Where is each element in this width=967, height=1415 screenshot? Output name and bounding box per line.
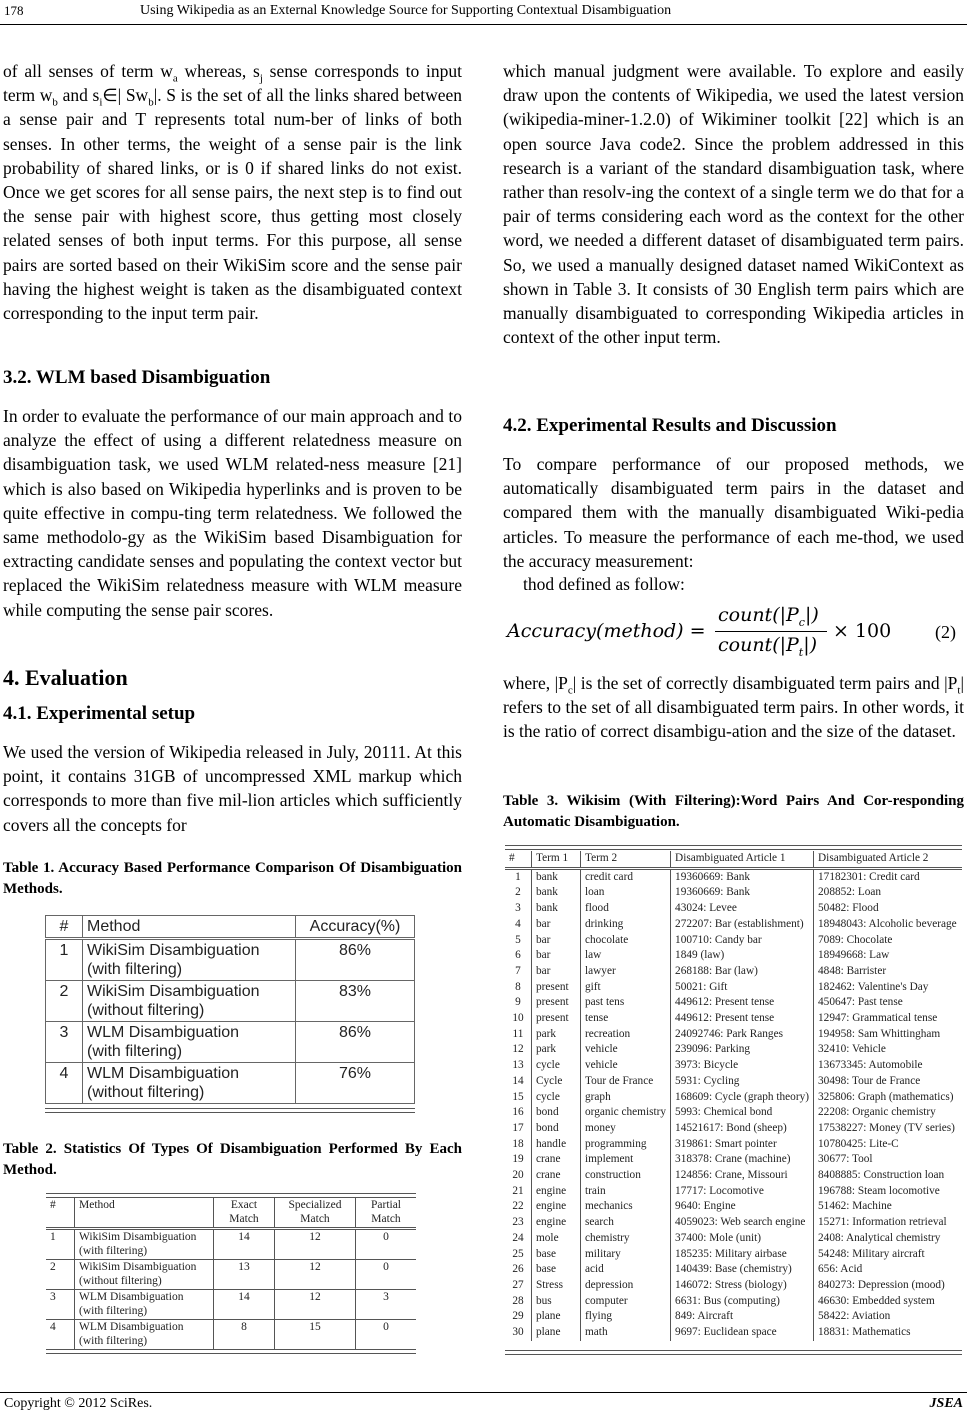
page-number: 178 <box>4 3 24 18</box>
table-row <box>46 1022 415 1063</box>
table-cell: 3 <box>46 1022 83 1063</box>
table-3-header: Term 2 <box>581 851 671 868</box>
table-cell: implement <box>581 1152 671 1168</box>
table-cell: 182462: Valentine's Day <box>818 980 929 993</box>
table-cell: WLM Disambiguation (without filtering) <box>83 1063 296 1104</box>
table-2-header: Partial Match <box>356 1198 417 1229</box>
table-2-header: # <box>46 1198 75 1229</box>
formula-denominator: $count(|P_t|)$ <box>718 634 818 659</box>
table-cell: 86% <box>296 1022 415 1063</box>
table-cell: crane <box>532 1152 581 1168</box>
table-cell: 2 <box>46 981 83 1022</box>
table-cell: past tens <box>581 995 671 1011</box>
table-cell: base <box>532 1262 581 1278</box>
accuracy-formula <box>505 604 965 660</box>
table-cell: gift <box>581 980 671 996</box>
table-cell: bank <box>532 885 581 901</box>
table-cell: 8408885: Construction loan <box>818 1169 945 1182</box>
table-cell: 58422: Aviation <box>818 1310 891 1323</box>
table-cell: 450647: Past tense <box>818 996 903 1009</box>
table-row <box>46 1260 416 1290</box>
table-cell: 10 <box>505 1011 532 1027</box>
table-cell: bus <box>532 1294 581 1310</box>
table-cell: 54248: Military aircraft <box>818 1247 925 1260</box>
table-cell: bond <box>532 1105 581 1121</box>
table-cell: park <box>532 1042 581 1058</box>
left-para-1: of all senses of term $w_a$ whereas, $s_j$ sense corresponds to input term $w_b$ and $s_i\in|$ $Sw_b|$. S is the set of all the links shared between a sense pair and T represents total num-ber of links of both senses. In other terms, the weight of a sense pair is the link probability of shared links, or is 0 if shared links do not exist. Once we get scores for all sense pairs, the next step is to find out the sense pair with highest score, thus getting most closely related senses of both input terms. For this purpose, all sense pairs are sorted based on their WikiSim score and the sense pair having the highest weight is taken as the disambiguated context corresponding to the input term pair. <box>3 61 462 324</box>
table-3-header: Term 1 <box>532 851 581 868</box>
table-cell: 5 <box>505 933 532 949</box>
table-cell: 318378: Crane (machine) <box>671 1152 814 1168</box>
table-row <box>505 1231 962 1247</box>
table-row <box>505 933 962 949</box>
table-cell: 0 <box>383 1321 389 1333</box>
table-cell: 9697: Euclidean space <box>671 1325 814 1341</box>
table-cell: WikiSim Disambiguation (without filtering) <box>83 981 296 1022</box>
right-para-1: which manual judgment were available. To explore and easily draw upon the contents of Wikipedia, we used the latest version (wikipedia-miner-1.2.0) of Wikiminer toolkit [22] which is an open source Java code2. Since the problem addressed in this research is a variant of the standard disambiguation task, where rather than resolv-ing the context of a single term we do that for a pair of terms considering each word as the context for the other word, we needed a different dataset of disambiguated term pairs. So, we used a manually designed dataset named WikiContext as shown in Table 3. It consists of 30 English term pairs which are manually disambiguated to corresponding Wikipedia articles in context of the other input term. <box>503 61 964 348</box>
table-cell: 23 <box>505 1215 532 1231</box>
table-row <box>505 1027 962 1043</box>
table-row <box>505 1262 962 1278</box>
table-cell: 21 <box>505 1184 532 1200</box>
table-1 <box>45 915 415 1104</box>
table-2-caption: Table 2. Statistics Of Types Of Disambiguation Performed By Each Method. <box>3 1141 462 1178</box>
table-cell: 17182301: Credit card <box>818 870 920 883</box>
table-cell: 30498: Tour de France <box>818 1074 921 1087</box>
table-cell: bar <box>532 964 581 980</box>
table-cell: engine <box>532 1199 581 1215</box>
table-cell: 185235: Military airbase <box>671 1247 814 1263</box>
table-cell: math <box>581 1325 671 1341</box>
table-cell: 19 <box>505 1152 532 1168</box>
table-cell: 14 <box>505 1074 532 1090</box>
table-cell: 24092746: Park Ranges <box>671 1027 814 1043</box>
table-row <box>505 1011 962 1027</box>
table-cell: computer <box>581 1294 671 1310</box>
table-2-header: Method <box>75 1198 214 1229</box>
table-cell: 12 <box>275 1229 356 1260</box>
table-cell: depression <box>581 1278 671 1294</box>
table-cell: mole <box>532 1231 581 1247</box>
table-1-header: # <box>46 916 83 939</box>
table-cell: construction <box>581 1168 671 1184</box>
table-cell: 8 <box>214 1320 275 1350</box>
table-row <box>46 1320 416 1350</box>
journal-name: JSEA <box>929 1396 963 1411</box>
table-cell: money <box>581 1121 671 1137</box>
table-cell: 14 <box>214 1229 275 1260</box>
table-row <box>505 1215 962 1231</box>
table-cell: WLM Disambiguation (with filtering) <box>75 1320 214 1350</box>
table-cell: 4848: Barrister <box>818 964 887 977</box>
table-cell: 15 <box>275 1320 356 1350</box>
table-cell: mechanics <box>581 1199 671 1215</box>
table-cell: plane <box>532 1309 581 1325</box>
table-cell: 6 <box>505 948 532 964</box>
table-cell: loan <box>581 885 671 901</box>
table-cell: 124856: Crane, Missouri <box>671 1168 814 1184</box>
table-row <box>505 1184 962 1200</box>
table-cell: 5993: Chemical bond <box>671 1105 814 1121</box>
table-cell: 3 <box>46 1290 75 1320</box>
table-cell: base <box>532 1247 581 1263</box>
table-1-bottom-rule <box>45 1108 415 1113</box>
table-row <box>505 1247 962 1263</box>
table-cell: graph <box>581 1090 671 1106</box>
table-cell: 15271: Information retrieval <box>818 1216 947 1229</box>
table-cell: 11 <box>505 1027 532 1043</box>
table-cell: 18948043: Alcoholic beverage <box>818 917 957 930</box>
table-cell: WikiSim Disambiguation (with filtering) <box>75 1229 214 1260</box>
table-cell: 239096: Parking <box>671 1042 814 1058</box>
table-cell: 2 <box>505 885 532 901</box>
table-3 <box>505 851 962 1341</box>
table-cell: 14521617: Bond (sheep) <box>671 1121 814 1137</box>
table-cell: 146072: Stress (biology) <box>671 1278 814 1294</box>
table-cell: 12947: Grammatical tense <box>818 1012 938 1025</box>
table-cell: programming <box>581 1137 671 1153</box>
table-cell: Tour de France <box>581 1074 671 1090</box>
copyright: Copyright © 2012 SciRes. <box>4 1396 153 1411</box>
table-cell: 22208: Organic chemistry <box>818 1106 936 1119</box>
table-cell: 16 <box>505 1105 532 1121</box>
table-cell: recreation <box>581 1027 671 1043</box>
table-row <box>505 948 962 964</box>
table-row <box>505 1294 962 1310</box>
table-cell: 8 <box>505 980 532 996</box>
table-3-header: Disambiguated Article 1 <box>671 851 814 868</box>
table-cell: 1 <box>505 868 532 885</box>
table-cell: 30 <box>505 1325 532 1341</box>
fraction-bar <box>715 631 827 632</box>
table-2 <box>46 1198 416 1349</box>
table-cell: 13673345: Automobile <box>818 1059 923 1072</box>
table-1-caption: Table 1. Accuracy Based Performance Comparison Of Disambiguation Methods. <box>3 860 462 897</box>
table-cell: 27 <box>505 1278 532 1294</box>
table-row <box>505 868 962 885</box>
table-cell: 7089: Chocolate <box>818 933 893 946</box>
table-2-bottom-rule <box>46 1349 416 1354</box>
table-row <box>505 995 962 1011</box>
table-cell: 30677: Tool <box>818 1153 873 1166</box>
table-cell: 4 <box>46 1320 75 1350</box>
table-cell: 1 <box>46 1229 75 1260</box>
table-cell: bar <box>532 933 581 949</box>
table-cell: WLM Disambiguation (with filtering) <box>83 1022 296 1063</box>
table-cell: 9 <box>505 995 532 1011</box>
table-cell: 449612: Present tense <box>671 1011 814 1027</box>
table-row <box>505 1278 962 1294</box>
table-cell: 18831: Mathematics <box>818 1326 911 1339</box>
table-cell: 12 <box>275 1260 356 1290</box>
table-cell: 29 <box>505 1309 532 1325</box>
table-cell: 17 <box>505 1121 532 1137</box>
table-cell: 4 <box>46 1063 83 1104</box>
equation-number: (2) <box>935 622 956 642</box>
section-3-2-text: In order to evaluate the performance of our main approach and to analyze the effect of using a different relatedness measure on disambiguation task, we used WLM related-ness measure [21] which is also based on Wikipedia hyperlinks and is proven to be quite effective in compu-ting term relatedness. We followed the same methodolo-gy as the WikiSim based Disambiguation for extracting candidate senses and populating the context vector but replaced the WikiSim relatedness measure with WLM measure while computing the sense pair scores. <box>3 406 462 620</box>
section-3-2-title: 3.2. WLM based Disambiguation <box>3 367 271 388</box>
section-4-2-title: 4.2. Experimental Results and Discussion <box>503 415 837 436</box>
formula-numerator: $count(|P_c|)$ <box>718 604 819 629</box>
table-cell: handle <box>532 1137 581 1153</box>
table-row <box>505 901 962 917</box>
table-cell: 6631: Bus (computing) <box>671 1294 814 1310</box>
section-4-1-text: We used the version of Wikipedia released in July, 20111. At this point, it contains 31GB of uncompressed XML markup which corresponds to more than five mil-lion articles which sufficiently covers all the concepts for <box>3 742 462 835</box>
table-cell: 9640: Engine <box>671 1199 814 1215</box>
table-row <box>505 1168 962 1184</box>
table-cell: 18 <box>505 1137 532 1153</box>
table-cell: 1 <box>46 939 83 981</box>
table-cell: 449612: Present tense <box>671 995 814 1011</box>
table-cell: tense <box>581 1011 671 1027</box>
table-cell: 22 <box>505 1199 532 1215</box>
table-cell: 19360669: Bank <box>671 868 814 885</box>
table-cell: 25 <box>505 1247 532 1263</box>
table-row <box>505 980 962 996</box>
table-row <box>505 1105 962 1121</box>
table-cell: WLM Disambiguation (with filtering) <box>75 1290 214 1320</box>
table-cell: cycle <box>532 1058 581 1074</box>
table-cell: 3 <box>356 1290 417 1320</box>
table-cell: train <box>581 1184 671 1200</box>
table-cell: 656: Acid <box>818 1263 863 1276</box>
table-3-header: Disambiguated Article 2 <box>814 851 962 868</box>
table-cell: 50021: Gift <box>671 980 814 996</box>
table-3-top-rule <box>505 845 962 850</box>
table-1-header: Method <box>83 916 296 939</box>
table-row <box>505 1090 962 1106</box>
table-cell: 849: Aircraft <box>671 1309 814 1325</box>
table-3-header: # <box>505 851 532 868</box>
table-cell: chemistry <box>581 1231 671 1247</box>
table-cell: engine <box>532 1184 581 1200</box>
section-4-2-line2: thod defined as follow: <box>523 574 685 594</box>
table-row <box>505 1199 962 1215</box>
table-cell: 2 <box>46 1260 75 1290</box>
section-4-2-text: To compare performance of our proposed methods, we automatically disambiguated term pairs in the dataset and compared them with the manually disambiguated Wiki-pedia articles. To measure the performance of each me-thod, we used the accuracy measurement: <box>503 454 964 571</box>
header-rule <box>0 24 967 25</box>
table-cell: 46630: Embedded system <box>818 1294 935 1307</box>
table-cell: 28 <box>505 1294 532 1310</box>
table-cell: 272207: Bar (establishment) <box>671 917 814 933</box>
table-cell: 10780425: Lite-C <box>818 1137 899 1150</box>
table-cell: crane <box>532 1168 581 1184</box>
table-1-header: Accuracy(%) <box>296 916 415 939</box>
table-cell: 4 <box>505 917 532 933</box>
table-cell: 168609: Cycle (graph theory) <box>671 1090 814 1106</box>
table-cell: flying <box>581 1309 671 1325</box>
table-cell: credit card <box>581 868 671 885</box>
footer-rule <box>0 1392 967 1393</box>
table-row <box>505 964 962 980</box>
table-cell: Cycle <box>532 1074 581 1090</box>
table-cell: 76% <box>296 1063 415 1104</box>
table-cell: 0 <box>356 1260 417 1290</box>
table-cell: 194958: Sam Whittingham <box>818 1027 941 1040</box>
table-cell: 19360669: Bank <box>671 885 814 901</box>
where-paragraph: where, $|P_c|$ is the set of correctly disambiguated term pairs and $|P_t|$ refers to the set of all disambiguated term pairs. In other words, it is the ratio of correct disambigu-ation and the size of the dataset. <box>503 673 964 742</box>
table-cell: 17538227: Money (TV series) <box>818 1121 955 1134</box>
table-cell: vehicle <box>581 1042 671 1058</box>
table-cell: drinking <box>581 917 671 933</box>
table-cell: 83% <box>296 981 415 1022</box>
table-cell: present <box>532 995 581 1011</box>
table-row <box>505 1325 962 1341</box>
table-cell: search <box>581 1215 671 1231</box>
table-row <box>505 1309 962 1325</box>
table-3-bottom-rule <box>505 1350 962 1355</box>
table-cell: 5931: Cycling <box>671 1074 814 1090</box>
section-4-title: 4. Evaluation <box>3 665 128 690</box>
table-cell: 840273: Depression (mood) <box>818 1278 945 1291</box>
table-cell: 12 <box>505 1042 532 1058</box>
table-cell: 208852: Loan <box>818 886 882 899</box>
table-cell: 13 <box>505 1058 532 1074</box>
table-cell: 15 <box>505 1090 532 1106</box>
table-row <box>46 981 415 1022</box>
table-cell: park <box>532 1027 581 1043</box>
table-cell: law <box>581 948 671 964</box>
table-cell: 17717: Locomotive <box>671 1184 814 1200</box>
table-cell: 13 <box>214 1260 275 1290</box>
table-cell: 325806: Graph (mathematics) <box>818 1090 954 1103</box>
table-cell: bond <box>532 1121 581 1137</box>
table-row <box>505 1074 962 1090</box>
table-cell: present <box>532 1011 581 1027</box>
table-cell: flood <box>581 901 671 917</box>
table-cell: 32410: Vehicle <box>818 1043 886 1056</box>
table-cell: 3973: Bicycle <box>671 1058 814 1074</box>
section-4-1-title: 4.1. Experimental setup <box>3 703 196 724</box>
table-cell: bank <box>532 868 581 885</box>
table-cell: 26 <box>505 1262 532 1278</box>
table-cell: cycle <box>532 1090 581 1106</box>
table-row <box>505 1121 962 1137</box>
table-cell: Stress <box>532 1278 581 1294</box>
table-2-header: Specialized Match <box>275 1198 356 1229</box>
table-row <box>46 1290 416 1320</box>
table-row <box>505 1137 962 1153</box>
table-row <box>505 917 962 933</box>
table-cell: acid <box>581 1262 671 1278</box>
table-cell: bar <box>532 917 581 933</box>
table-3-caption: Table 3. Wikisim (With Filtering):Word Pairs And Cor-responding Automatic Disambiguation. <box>503 793 964 830</box>
table-row <box>505 885 962 901</box>
table-cell: military <box>581 1247 671 1263</box>
table-2-header: Exact Match <box>214 1198 275 1229</box>
table-row <box>505 1152 962 1168</box>
table-cell: bar <box>532 948 581 964</box>
table-cell: chocolate <box>581 933 671 949</box>
table-cell: 100710: Candy bar <box>671 933 814 949</box>
table-cell: 268188: Bar (law) <box>671 964 814 980</box>
table-cell: 50482: Flood <box>818 902 879 915</box>
table-cell: 3 <box>505 901 532 917</box>
table-cell: 37400: Mole (unit) <box>671 1231 814 1247</box>
table-row <box>46 1063 415 1104</box>
table-cell: 319861: Smart pointer <box>671 1137 814 1153</box>
table-cell: vehicle <box>581 1058 671 1074</box>
table-row <box>46 939 415 981</box>
table-cell: 86% <box>296 939 415 981</box>
table-cell: 20 <box>505 1168 532 1184</box>
table-cell: organic chemistry <box>581 1105 671 1121</box>
table-cell: plane <box>532 1325 581 1341</box>
formula-times: × 100 <box>833 620 892 642</box>
table-cell: 43024: Levee <box>671 901 814 917</box>
table-cell: 4059023: Web search engine <box>671 1215 814 1231</box>
table-cell: 51462: Machine <box>818 1200 892 1213</box>
table-cell: 140439: Base (chemistry) <box>671 1262 814 1278</box>
table-cell: WikiSim Disambiguation (with filtering) <box>83 939 296 981</box>
table-cell: bank <box>532 901 581 917</box>
table-cell: 14 <box>214 1290 275 1320</box>
table-cell: engine <box>532 1215 581 1231</box>
formula-lhs: Accuracy(method) = <box>507 620 706 642</box>
table-cell: WikiSim Disambiguation (without filtering) <box>75 1260 214 1290</box>
table-row <box>505 1042 962 1058</box>
table-cell: 0 <box>356 1229 417 1260</box>
table-cell: 12 <box>275 1290 356 1320</box>
table-cell: 18949668: Law <box>818 949 890 962</box>
table-cell: 7 <box>505 964 532 980</box>
table-cell: 2408: Analytical chemistry <box>818 1231 941 1244</box>
running-title: Using Wikipedia as an External Knowledge Source for Supporting Contextual Disambiguation <box>140 3 672 18</box>
table-row <box>46 1229 416 1260</box>
table-cell: 196788: Steam locomotive <box>818 1184 940 1197</box>
table-cell: present <box>532 980 581 996</box>
table-cell: 24 <box>505 1231 532 1247</box>
table-cell: lawyer <box>581 964 671 980</box>
table-row <box>505 1058 962 1074</box>
table-cell: 1849 (law) <box>671 948 814 964</box>
